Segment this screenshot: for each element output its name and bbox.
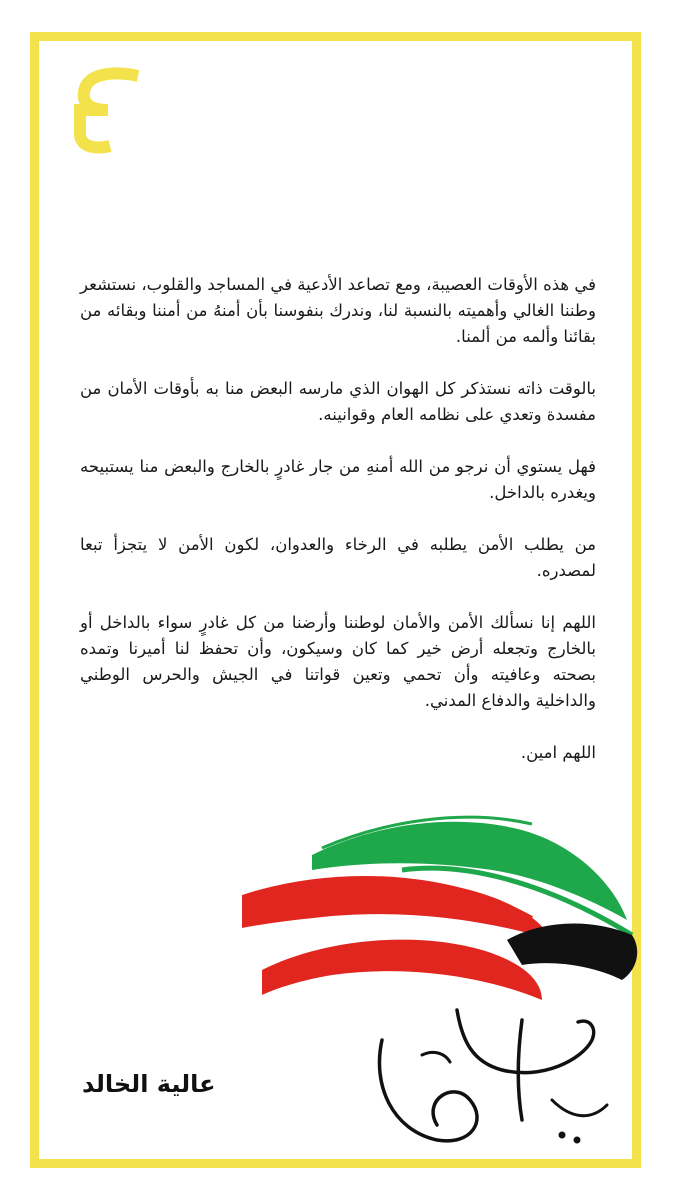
letter-body [80,272,596,792]
paragraph-1: في هذه الأوقات العصيبة، ومع تصاعد الأدعية في المساجد والقلوب، نستشعر وطننا الغالي وأهميته بالنسبة لنا، وندرك بنفوسنا بأن أمنهُ من أمننا وبقائه من بقائنا وألمه من ألمنا. [80,275,596,346]
paragraph-3: فهل يستوي أن نرجو من الله أمنهِ من جار غادرٍ بالخارج والبعض منا يستبيحه ويغدره بالداخل. [80,457,596,502]
paragraph-5: اللهم إنا نسألك الأمن والأمان لوطننا وأرضنا من كل غادرٍ سواء بالداخل أو بالخارج وتجعله أرض خير كما كان وسيكون، وأن تحفظ لنا أميرنا وتمده بصحته وعافيته وأن تحمي وتعين قواتنا في الجيش والحرس الوطني والداخلية والدفاع المدني. [80,613,596,710]
paragraph-4: من يطلب الأمن يطلبه في الرخاء والعدوان، لكون الأمن لا يتجزأ تبعا لمصدره. [80,535,596,580]
paragraph-2: بالوقت ذاته نستذكر كل الهوان الذي مارسه البعض منا به بأوقات الأمان من مفسدة وتعدي على نظامه العام وقوانينه. [80,379,596,424]
signature: عالية الخالد [82,1070,216,1098]
ayn-logo-icon [72,66,142,156]
kuwait-flag-artwork-icon [222,800,662,1170]
paragraph-6: اللهم امين. [520,743,596,762]
